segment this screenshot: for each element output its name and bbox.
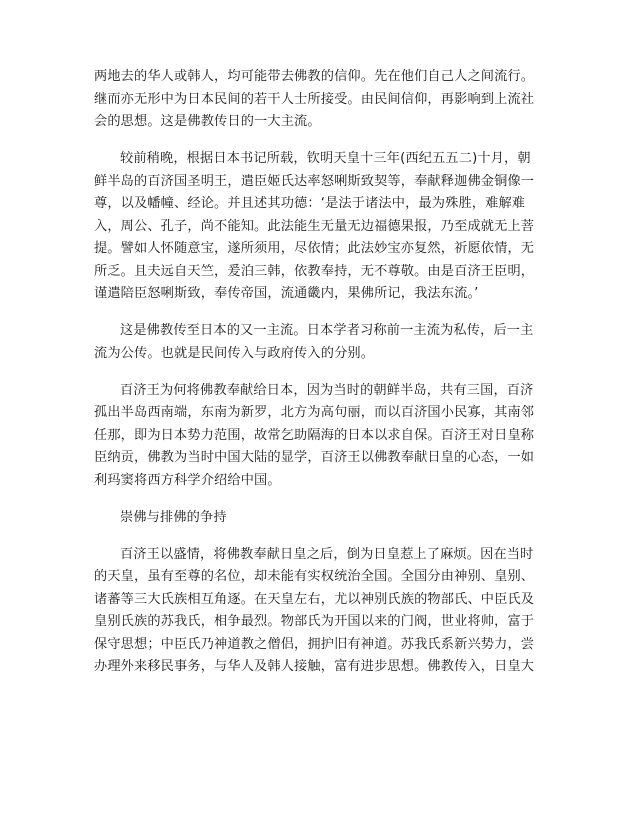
text-line: 这是佛教传至日本的又一主流。日本学者习称前一主流为私传，后一主 <box>120 323 534 338</box>
text-line: 入，周公、孔子，尚不能知。此法能生无量无边福德果报，乃至成就无上菩 <box>94 218 535 234</box>
text-line: 流为公传。也就是民间传入与政府传入的分别。 <box>94 345 375 361</box>
paragraph-gap <box>94 306 546 321</box>
text-line: 皇别氏族的苏我氏，相争最烈。物部氏为开国以来的门阀，世业将帅，富于 <box>94 614 535 629</box>
text-line: 继而亦无形中为日本民间的若干人士所接受。由民间信仰，再影响到上流社 <box>94 91 535 107</box>
document-body <box>94 66 546 679</box>
paragraph-3 <box>94 320 546 365</box>
text-line: 办理外来移民事务，与华人及韩人接触，富有进步思想。佛教传入，日皇大 <box>94 659 535 674</box>
paragraph-gap <box>94 134 546 149</box>
text-line: 任那，即为日本势力范围，故常乞助隔海的日本以求自保。百济王对日皇称 <box>94 427 535 443</box>
text-line: 百济王以盛情，将佛教奉献日皇之后，倒为日皇惹上了麻烦。因在当时 <box>120 546 534 562</box>
text-line: 提。譬如人怀随意宝，遂所须用，尽依情；此法妙宝亦复然，祈愿依情，无 <box>94 241 535 256</box>
text-line: 的天皇，虽有至尊的名位，却未能有实权统治全国。全国分由神别、皇别、 <box>94 569 535 584</box>
paragraph-gap <box>94 365 546 380</box>
text-line: 鲜半岛的百济国圣明王，遣臣姬氏达率怒唎斯致契等，奉献释迦佛金铜像一 <box>94 173 535 189</box>
text-line: 较前稍晚，根据日本书记所载，钦明天皇十三年(西纪五五二)十月，朝 <box>120 151 531 166</box>
paragraph-gap <box>94 492 546 507</box>
text-line: 尊，以及幡幢、经论。并且述其功德：‘是法于诸法中，最为殊胜，难解难 <box>94 196 526 211</box>
text-line: 会的思想。这是佛教传日的一大主流。 <box>94 114 321 129</box>
section-heading <box>94 507 546 530</box>
paragraph-4 <box>94 380 546 493</box>
text-line: 百济王为何将佛教奉献给日本，因为当时的朝鲜半岛，共有三国，百济 <box>120 382 534 398</box>
text-line: 臣纳贡，佛教为当时中国大陆的显学，百济王以佛教奉献日皇的心态，一如 <box>94 450 535 465</box>
paragraph-5 <box>94 544 546 679</box>
paragraph-2 <box>94 148 546 306</box>
text-line: 利玛窦将西方科学介绍给中国。 <box>94 472 281 488</box>
paragraph-gap <box>94 529 546 544</box>
text-line: 谨遣陪臣怒唎斯致，奉传帝国，流通畿内，果佛所记，我法东流。’ <box>94 286 479 301</box>
text-line: 两地去的华人或韩人，均可能带去佛教的信仰。先在他们自己人之间流行。 <box>94 69 535 84</box>
text-line: 诸蕃等三大氏族相互角逐。在天皇左右，尤以神别氏族的物部氏、中臣氏及 <box>94 591 535 607</box>
text-line: 所乏。且夫远自天竺，爰泊三韩，依教奉持，无不尊敬。由是百济王臣明， <box>94 263 535 279</box>
section-heading-text: 崇佛与排佛的争持 <box>120 509 227 525</box>
paragraph-1 <box>94 66 546 134</box>
text-line: 保守思想；中臣氏乃神道教之僧侣，拥护旧有神道。苏我氏系新兴势力，尝 <box>94 636 535 652</box>
text-line: 孤出半岛西南端，东南为新罗，北方为高句丽，而以百济国小民寡，其南邻 <box>94 405 535 420</box>
